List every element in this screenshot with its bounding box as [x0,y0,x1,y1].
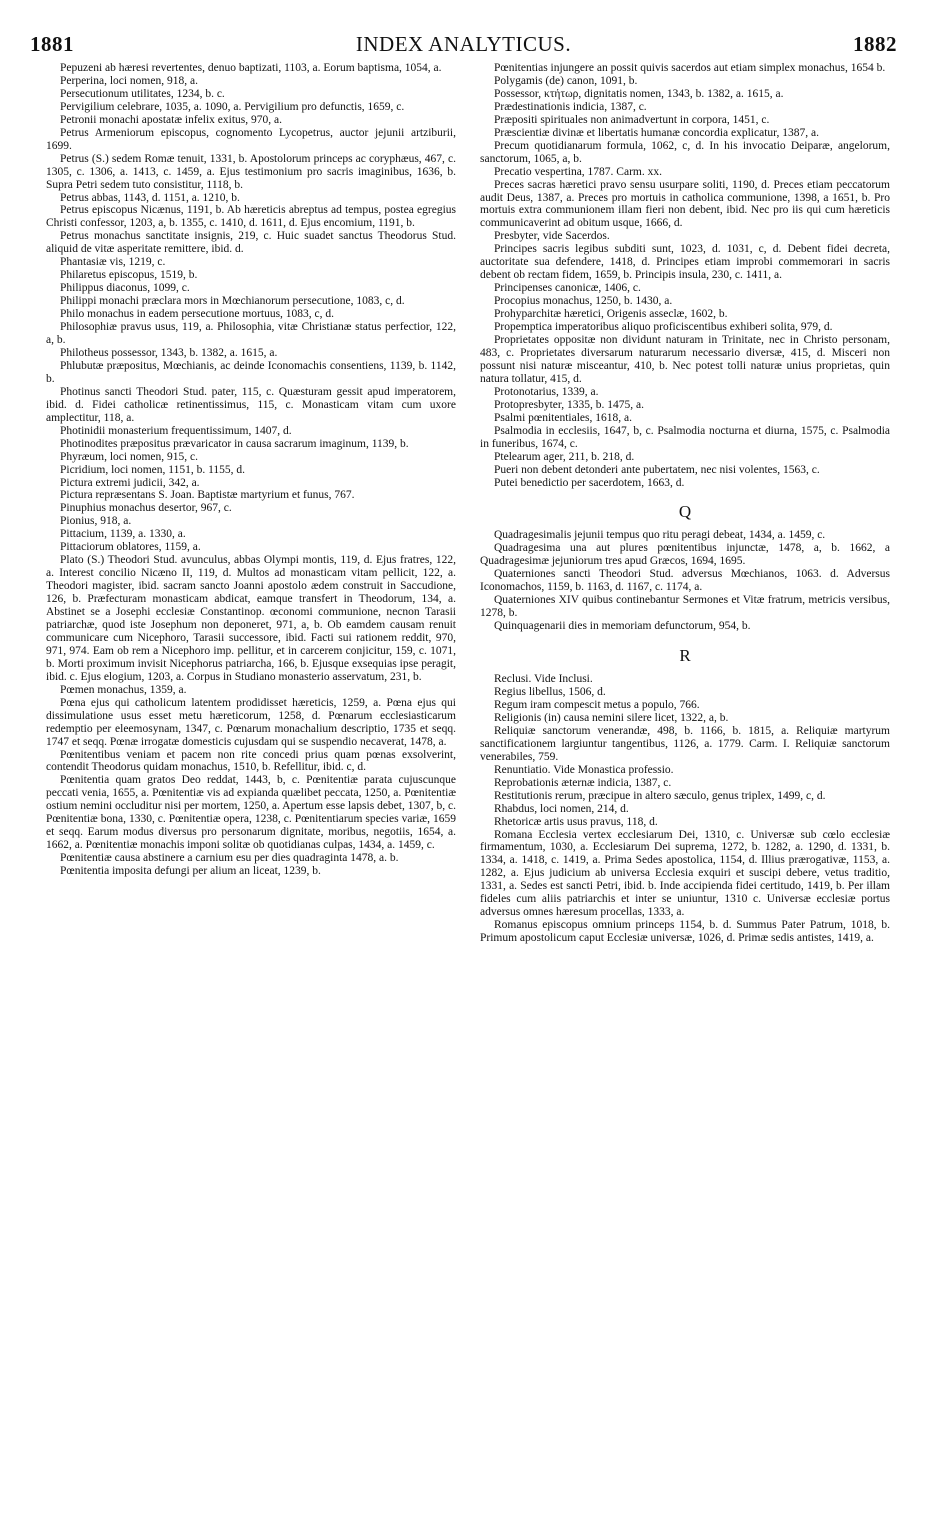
index-entry: Phantasiæ vis, 1219, c. [60,256,166,269]
index-entry: Pinuphius monachus desertor, 967, c. [60,502,232,515]
index-entry: Preces sacras hæretici pravo sensu usurpare soliti, 1190, d. Preces etiam peccatorum audit Deus, 1387, a. Preces pro mortuis in catholica communione, 1398, a 1651, b. Pro mortuis extra communionem illam fieri non debent, ibid. Nec pro iis qui cum hæreticis communicaverint ad obitum usque, 1666, d. [480,178,890,230]
index-entry: Reliquiæ sanctorum venerandæ, 498, b. 1166, b. 1815, a. Reliquiæ martyrum sanctificationem largiuntur tangentibus, 1126, a. 1779. Carm. I. Reliquiæ sanctorum venerabiles, 759. [480,724,890,763]
index-entry: Regum iram compescit metus a populo, 766. [494,698,700,711]
index-entry: Protonotarius, 1339, a. [494,385,599,398]
left-column [46,62,456,878]
index-entry: Pueri non debent detonderi ante pubertatem, nec nisi volentes, 1563, c. [494,463,820,476]
index-entry: Procopius monachus, 1250, b. 1430, a. [494,295,673,308]
index-entry: Pœmen monachus, 1359, a. [60,683,187,696]
right-column [480,62,890,945]
index-entry: Quadragesima una aut plures pœnitentibus injunctæ, 1478, a, b. 1662, a Quadragesimæ jejuniorum tres apud Græcos, 1694, 1695. [480,542,890,568]
index-entry: Perperina, loci nomen, 918, a. [60,74,198,87]
r-entries [480,673,890,945]
index-entry: Phlubutæ præpositus, Mœchianis, ac deinde Iconomachis consentiens, 1139, b. 1142, b. [46,359,456,385]
column-number-right: 1882 [853,32,897,56]
index-entry: Pœna ejus qui catholicum latentem prodidisset hæreticis, 1259, a. Pœna ejus qui dissimulatione usus esset metu hæreticorum, 1258, d. Pœnarum ecclesiasticarum redemptio per eleemosynam, 1347, c. Pœnarum monachalium descriptio, 1735 et seqq. 1747 et seqq. Pœnæ irrogatæ domesticis cujusdam qui se suspendio necaverat, 1478, a. [46,696,456,748]
index-entry: Petrus Armeniorum episcopus, cognomento Lycopetrus, auctor jejunii artziburii, 1699. [46,126,456,152]
index-entry: Persecutionum utilitates, 1234, b. c. [60,87,225,100]
page-header [30,32,897,62]
index-entry: Principenses canonicæ, 1406, c. [494,282,641,295]
index-entry: Pictura extremi judicii, 342, a. [60,476,200,489]
index-entry: Regius libellus, 1506, d. [494,686,606,699]
index-entry: Precatio vespertina, 1787. Carm. xx. [494,165,662,178]
index-entry: Rhabdus, loci nomen, 214, d. [494,802,629,815]
p-entries-continued [480,62,890,489]
index-entry: Picridium, loci nomen, 1151, b. 1155, d. [60,463,246,476]
index-entry: Pionius, 918, a. [60,515,132,528]
section-letter-q: Q [678,502,692,522]
index-entry: Photinidii monasterium frequentissimum, 1407, d. [60,424,292,437]
page-title: INDEX ANALYTICUS. [355,32,572,56]
index-entry: Pepuzeni ab hæresi revertentes, denuo baptizati, 1103, a. Eorum baptisma, 1054, a. [60,62,442,74]
index-entry: Psalmi pœnitentiales, 1618, a. [494,411,632,424]
index-entry: Psalmodia in ecclesiis, 1647, b, c. Psalmodia nocturna et diurna, 1575, c. Psalmodia in funeribus, 1674, c. [480,424,890,450]
index-entry: Quaterniones sancti Theodori Stud. adversus Mœchianos, 1063. d. Adversus Iconomachos, 1159, b. 1163, d. 1167, c. 1174, a. [480,568,890,594]
index-entry: Petronii monachi apostatæ infelix exitus, 970, a. [60,113,282,126]
index-entry: Petrus abbas, 1143, d. 1151, a. 1210, b. [60,191,240,204]
index-entry: Pœnitentibus veniam et pacem non rite concedi prius quam pœnas exsolverint, contendit Theodorus quidam monachus, 1510, b. Refellitur, ibid. c, d. [46,748,456,774]
index-entry: Phyræum, loci nomen, 915, c. [60,450,198,463]
index-entry: Propemptica imperatoribus aliquo proficiscentibus exhiberi solita, 979, d. [494,321,833,334]
index-entry: Philotheus possessor, 1343, b. 1382, a. 1615, a. [60,346,278,359]
index-entry: Petrus monachus sanctitate insignis, 219, c. Huic suadet sanctus Theodorus Stud. aliquid de vitæ asperitate remittere, ibid. d. [46,230,456,256]
index-entry: Philosophiæ pravus usus, 119, a. Philosophia, vitæ Christianæ status perfectior, 122, a, b. [46,321,456,347]
index-entry: Protopresbyter, 1335, b. 1475, a. [494,398,644,411]
index-entry: Photinodites præpositus prævaricator in causa sacrarum imaginum, 1139, b. [60,437,409,450]
q-entries [480,529,890,633]
index-entry: Romanus episcopus omnium princeps 1154, b. d. Summus Pater Patrum, 1018, b. Primum apostolicum caput Ecclesiæ universæ, 1026, d. Primæ sedis antistes, 1419, a. [480,919,890,945]
column-number-left: 1881 [30,32,74,56]
index-entry: Philippus diaconus, 1099, c. [60,282,190,295]
index-entry: Photinus sancti Theodori Stud. pater, 115, c. Quæsturam gessit apud imperatorem, ibid. d. Fidei catholicæ retinentissimus, 115, c. Monasticam vitam cum uxore amplectitur, 118, a. [46,385,456,424]
index-entry: Pictura repræsentans S. Joan. Baptistæ martyrium et funus, 767. [60,489,355,502]
index-entry: Ptelearum ager, 211, b. 218, d. [494,450,635,463]
index-entry: Proprietates oppositæ non dividunt naturam in Trinitate, nec in Christo personam, 483, c. Proprietates diversarum naturarum necessario diversæ, 415, d. Misceri non possunt nisi naturæ misceantur, 410, b. Nec potest tolli naturæ unius proprietas, quin natura tollatur, 415, d. [480,334,890,385]
index-entry: Prohyparchitæ hæretici, Origenis asseclæ, 1602, b. [494,308,728,321]
index-entry: Romana Ecclesia vertex ecclesiarum Dei, 1310, c. Universæ sub cœlo ecclesiæ firmamentum, 1030, a. Ecclesiarum Dei suprema, 1272, b. 1282, a. 1290, d. 1331, b. 1334, a. 1418, c. 1419, a. Prima Sedes apostolica, 1154, d. Illius prærogativæ, 1153, a. 1282, a. Ejus judicium ab universa Ecclesia exquiri et suscipi debere, vetus traditio, 1331, a. Sedes est sancti Petri, ibid. b. Inde accipienda fidei certitudo, 1419, b. Per illam fideles cum aliis patriarchis et inter se uniuntur, 1310 c. Universæ ecclesiæ portus adversus omnes hæresum procellas, 1333, a. [480,828,890,919]
index-entry: Polygamis (de) canon, 1091, b. [494,74,638,87]
index-entry: Quadragesimalis jejunii tempus quo ritu peragi debeat, 1434, a. 1459, c. [494,529,826,542]
index-entry: Pœnitentia quam gratos Deo reddat, 1443, b, c. Pœnitentiæ parata cujuscunque peccati venia, 1655, a. Pœnitentiæ vis ad expianda quælibet peccata, 1250, a. Pœnitentiæ ostium nemini occluditur nisi per mortem, 1250, a. Apertum esse lapsis debet, 1307, b, c. Pœnitentiæ bona, 1330, c. Pœnitentiæ opera, 1238, c. Pœnitentiarum species variæ, 1659 et seqq. Earum modus diversus pro personarum dignitate, moribus, negotiis, 1654, a. 1662, a. Pœnitentiæ monachis imponi solitæ ob quotidianas culpas, 1434, a. 1459, c. [46,774,456,852]
index-entry: Pœnitentias injungere an possit quivis sacerdos aut etiam simplex monachus, 1654 b. [494,62,886,74]
index-entry: Pervigilium celebrare, 1035, a. 1090, a. Pervigilium pro defunctis, 1659, c. [60,100,405,113]
index-entry: Pittacium, 1139, a. 1330, a. [60,528,186,541]
index-entry: Quaterniones XIV quibus continebantur Sermones et Vitæ fratrum, metricis versibus, 1278, b. [480,594,890,620]
index-entry: Religionis (in) causa nemini silere licet, 1322, a, b. [494,711,729,724]
index-entry: Philaretus episcopus, 1519, b. [60,269,198,282]
index-entry: Renuntiatio. Vide Monastica professio. [494,763,674,776]
index-entry: Philo monachus in eadem persecutione mortuus, 1083, c, d. [60,308,335,321]
index-entry: Principes sacris legibus subditi sunt, 1023, d. 1031, c, d. Debent fidei decreta, auctoritate sua defendere, 1418, d. Principes etiam improbi commemorari in sacris debent ob rectam fidem, 1659, b. Principis insula, 230, c. 1411, a. [480,243,890,282]
index-entry: Præscientiæ divinæ et libertatis humanæ concordia explicatur, 1387, a. [494,126,819,139]
index-entry: Reprobationis æternæ indicia, 1387, c. [494,776,672,789]
index-entry: Prædestinationis indicia, 1387, c. [494,100,647,113]
index-entry: Restitutionis rerum, præcipue in altero sæculo, genus triplex, 1499, c, d. [494,789,826,802]
index-entry: Pœnitentia imposita defungi per alium an liceat, 1239, b. [60,865,321,878]
index-entry: Rhetoricæ artis usus pravus, 118, d. [494,815,658,828]
index-entry: Putei benedictio per sacerdotem, 1663, d. [494,476,685,489]
index-entry: Petrus (S.) sedem Romæ tenuit, 1331, b. Apostolorum princeps ac coryphæus, 467, c. 1305, c. 1306, a. 1413, c. 1459, a. Ejus testimonium pro sacris imaginibus, 1636, b. Supra Petri sedem tuto consistitur, 1118, b. [46,152,456,191]
section-letter-r: R [679,646,691,666]
index-entry: Pittaciorum oblatores, 1159, a. [60,541,201,554]
index-entry: Precum quotidianarum formula, 1062, c, d. In his invocatio Deiparæ, angelorum, sanctorum, 1065, a, b. [480,139,890,165]
index-entry: Possessor, κτήτωρ, dignitatis nomen, 1343, b. 1382, a. 1615, a. [494,87,784,100]
index-entry: Presbyter, vide Sacerdos. [494,230,610,243]
index-entry: Præpositi spirituales non animadvertunt in corpora, 1451, c. [494,113,770,126]
index-entry: Petrus episcopus Nicænus, 1191, b. Ab hæreticis abreptus ad tempus, postea egregius Christi confessor, 1203, a, b. 1355, c. 1410, d. 1611, d. Ejus encomium, 1191, b. [46,204,456,230]
index-entry: Reclusi. Vide Inclusi. [494,673,593,686]
index-entry: Quinquagenarii dies in memoriam defunctorum, 954, b. [494,620,751,633]
index-entry: Pœnitentiæ causa abstinere a carnium esu per dies quadraginta 1478, a. b. [60,852,399,865]
index-entry: Plato (S.) Theodori Stud. avunculus, abbas Olympi montis, 119, d. Ejus fratres, 122, a. Interest concilio Nicæno II, 119, d. Multos ad monasticam vitam pellicit, 122, a. Theodori magister, ibid. sacram sancto Joanni apostolo ædem construit in Saccudione, 126, b. Præfecturam monasticam abdicat, eamque transfert in Theodorum, 134, a. Abstinet se a Josephi ecclesiæ Constantinop. œconomi communione, necnon Tarasii patriarchæ, quod iste Josephum non deponeret, 971, a, b. Ob eamdem causam renuit communicare cum Nicephoro, Tarasii successore, ibid. Facti sui rationem reddit, 970, 971, 974. Eam ob rem a Nicephoro imp. pellitur, et in carcerem conjicitur, 159, c. 1071, b. Morti proximum invisit Nicephorus patriarcha, 166, b. Ejusque exsequias ipse peragit, ibid. c. Ejus elogium, 1203, a. Corpus in Studiano monasterio asservatum, 231, b. [46,554,456,683]
index-entry: Philippi monachi præclara mors in Mœchianorum persecutione, 1083, c, d. [60,295,405,308]
